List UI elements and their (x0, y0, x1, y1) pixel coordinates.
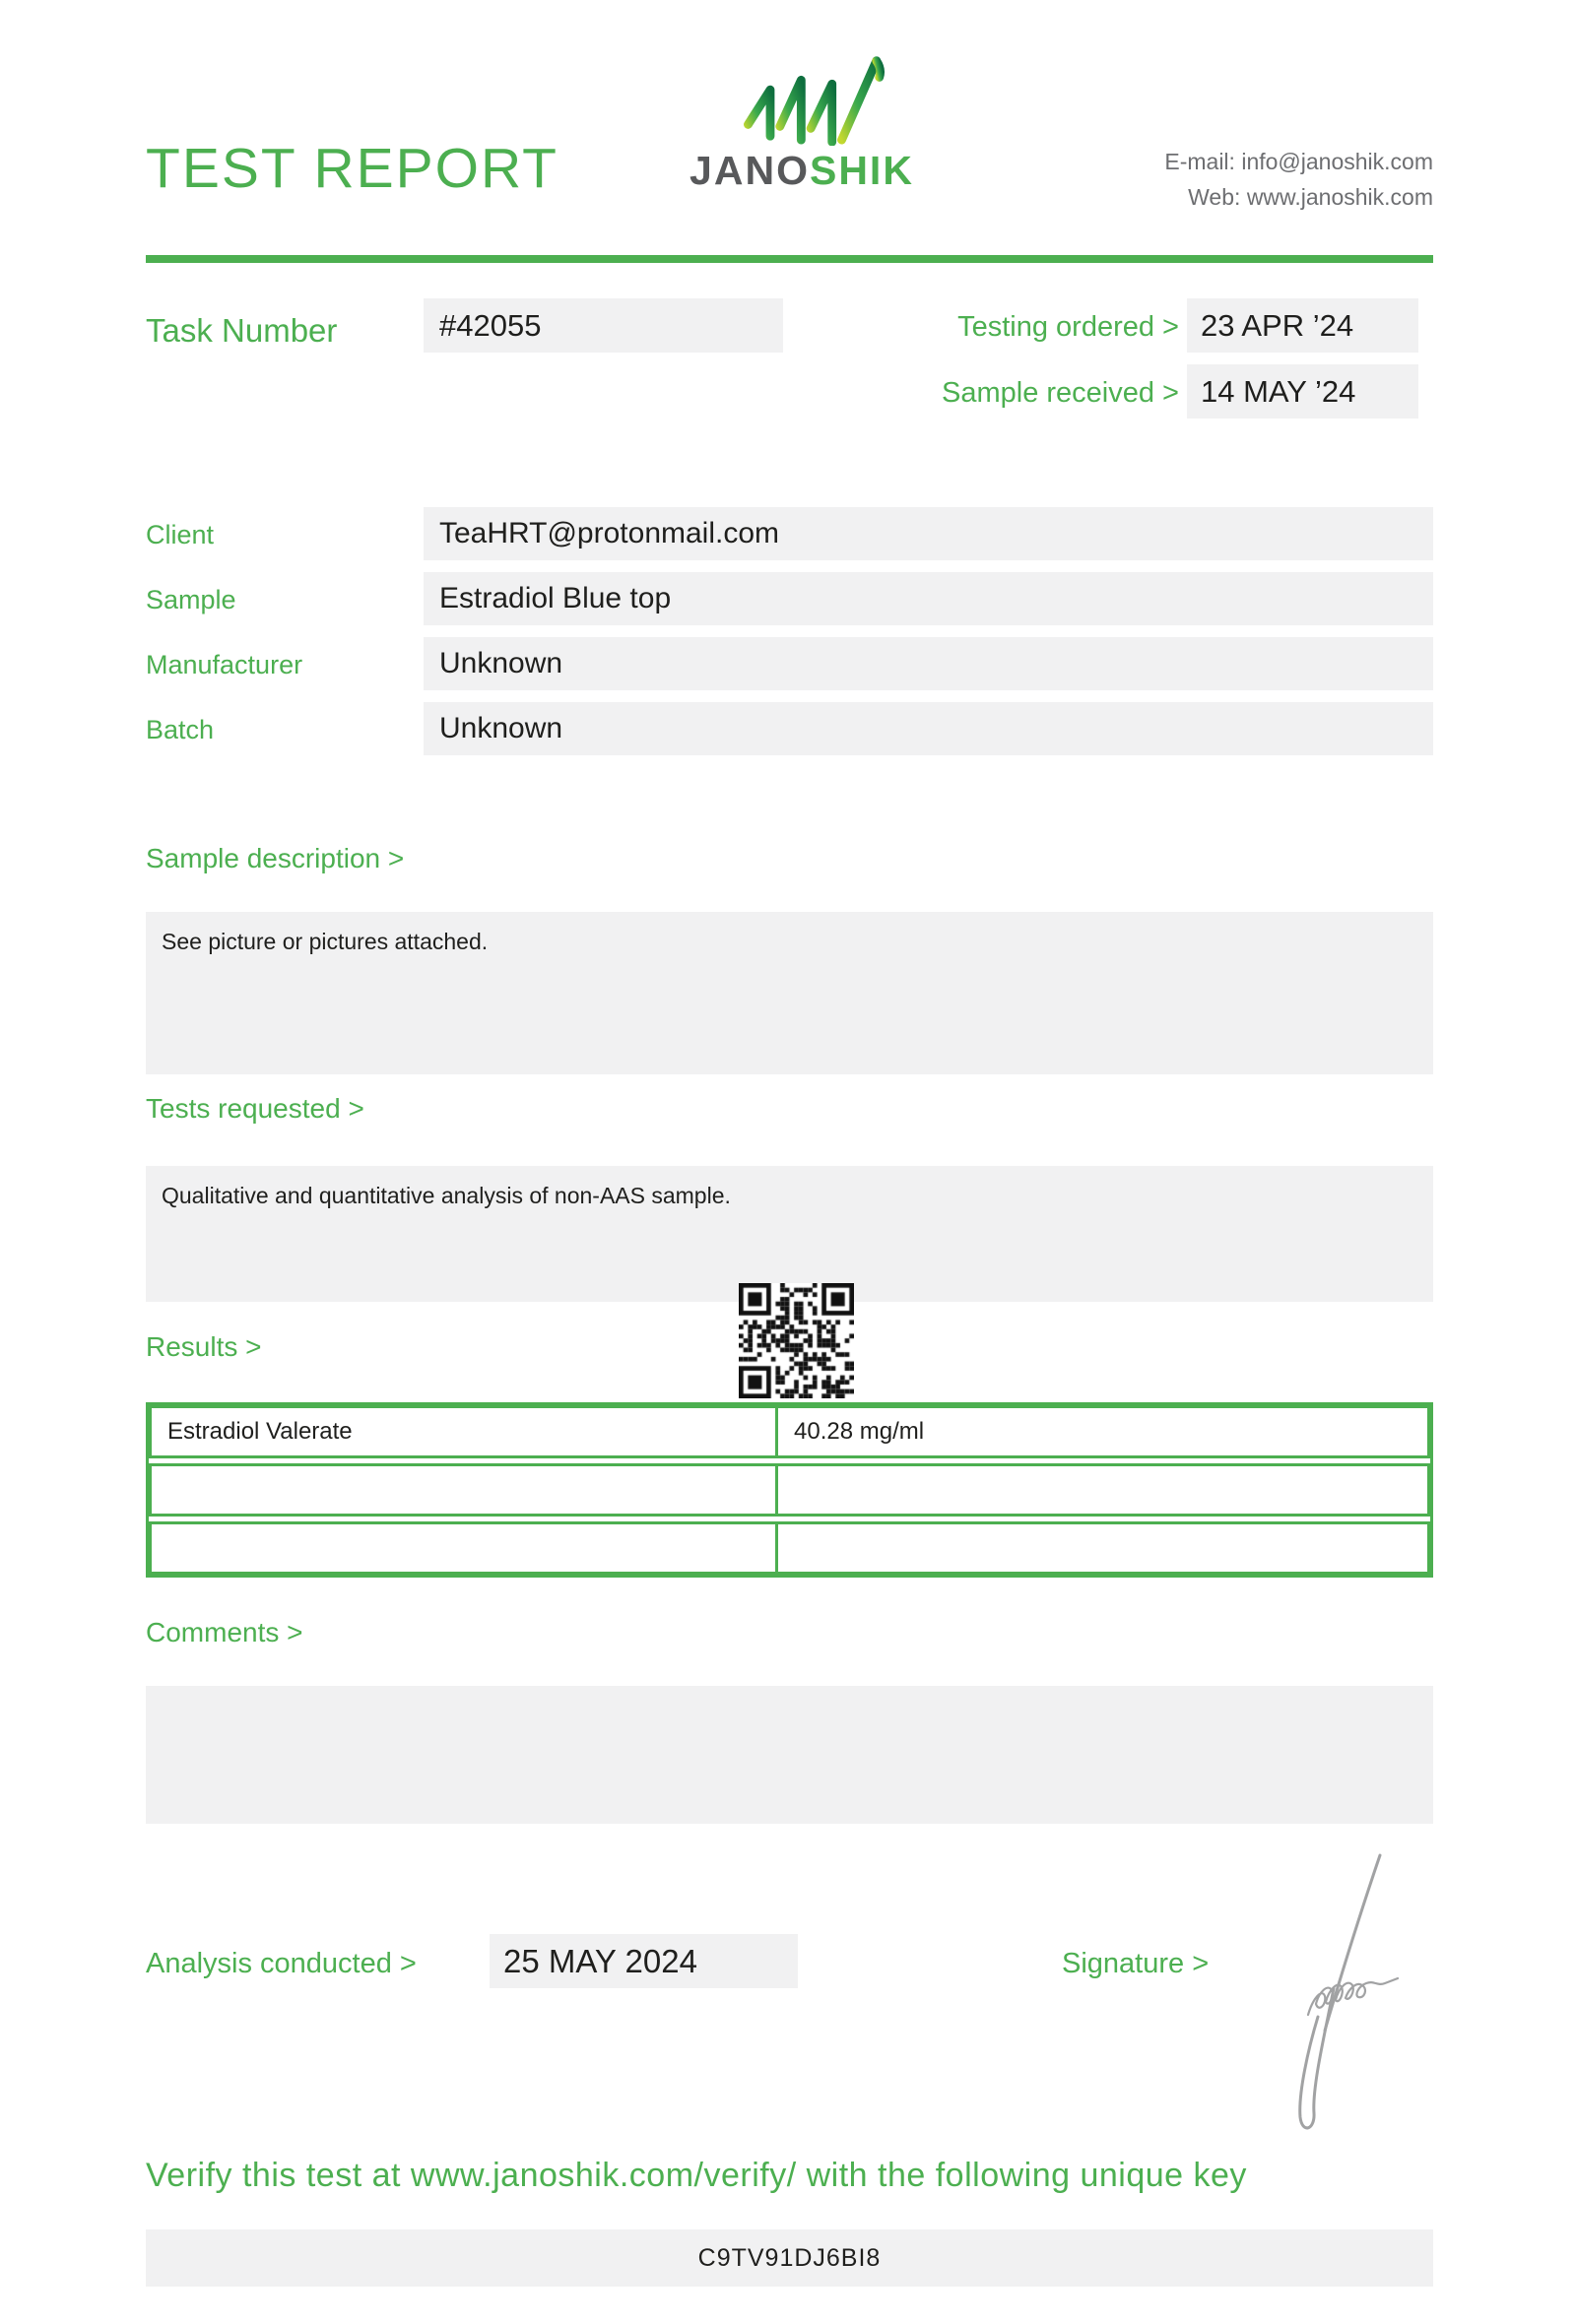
email-label: E-mail: (1164, 149, 1235, 174)
testing-ordered-label: Testing ordered > (957, 311, 1179, 343)
batch-label: Batch (146, 715, 215, 744)
comments-box (146, 1686, 1433, 1824)
analysis-conducted-label: Analysis conducted > (146, 1948, 417, 1979)
verify-text: Verify this test at www.janoshik.com/verify/ with the following unique key (146, 2157, 1247, 2194)
email-value: info@janoshik.com (1241, 149, 1433, 174)
logo-word-gray: JANO (690, 148, 810, 193)
result-value-cell (778, 1466, 1427, 1514)
client-label: Client (146, 520, 215, 549)
signature-label: Signature > (1062, 1948, 1210, 1979)
manufacturer-label: Manufacturer (146, 650, 303, 679)
client-value: TeaHRT@protonmail.com (424, 507, 1433, 560)
qr-code-image (739, 1283, 854, 1398)
sample-received-label: Sample received > (942, 377, 1179, 409)
results-table-row (149, 1521, 1430, 1575)
contact-web-line (1164, 179, 1433, 215)
page-title: TEST REPORT (146, 137, 558, 200)
tests-requested-box: Qualitative and quantitative analysis of non-AAS sample. (146, 1166, 1433, 1302)
results-heading: Results > (146, 1331, 262, 1362)
signature-image (1263, 1847, 1430, 2143)
sample-description-heading: Sample description > (146, 843, 405, 873)
results-table-row (149, 1463, 1430, 1517)
result-substance-cell: Estradiol Valerate (152, 1408, 778, 1455)
sample-received-value: 14 MAY ’24 (1187, 364, 1418, 419)
batch-value: Unknown (424, 702, 1433, 755)
result-value-cell (778, 1524, 1427, 1572)
logo-word-green: SHIK (809, 148, 914, 193)
web-label: Web: (1188, 184, 1241, 210)
header-divider (146, 255, 1433, 263)
growth-chart-icon (735, 49, 900, 146)
sample-label: Sample (146, 585, 236, 614)
result-substance-cell (152, 1466, 778, 1514)
manufacturer-value: Unknown (424, 637, 1433, 690)
comments-heading: Comments > (146, 1617, 303, 1647)
analysis-conducted-value: 25 MAY 2024 (490, 1934, 798, 1988)
logo-wordmark (678, 148, 926, 194)
web-value: www.janoshik.com (1246, 184, 1433, 210)
results-table (146, 1402, 1433, 1578)
result-value-cell: 40.28 mg/ml (794, 1418, 925, 1445)
task-number-label: Task Number (146, 312, 338, 349)
contact-block (1164, 144, 1433, 215)
unique-key-value: C9TV91DJ6BI8 (146, 2229, 1433, 2287)
task-number-value: #42055 (424, 298, 783, 353)
sample-description-box: See picture or pictures attached. (146, 912, 1433, 1074)
result-substance-cell (152, 1524, 778, 1572)
results-table-row (149, 1405, 1430, 1458)
sample-value: Estradiol Blue top (424, 572, 1433, 625)
tests-requested-heading: Tests requested > (146, 1093, 364, 1124)
contact-email-line (1164, 144, 1433, 179)
testing-ordered-value: 23 APR ’24 (1187, 298, 1418, 353)
